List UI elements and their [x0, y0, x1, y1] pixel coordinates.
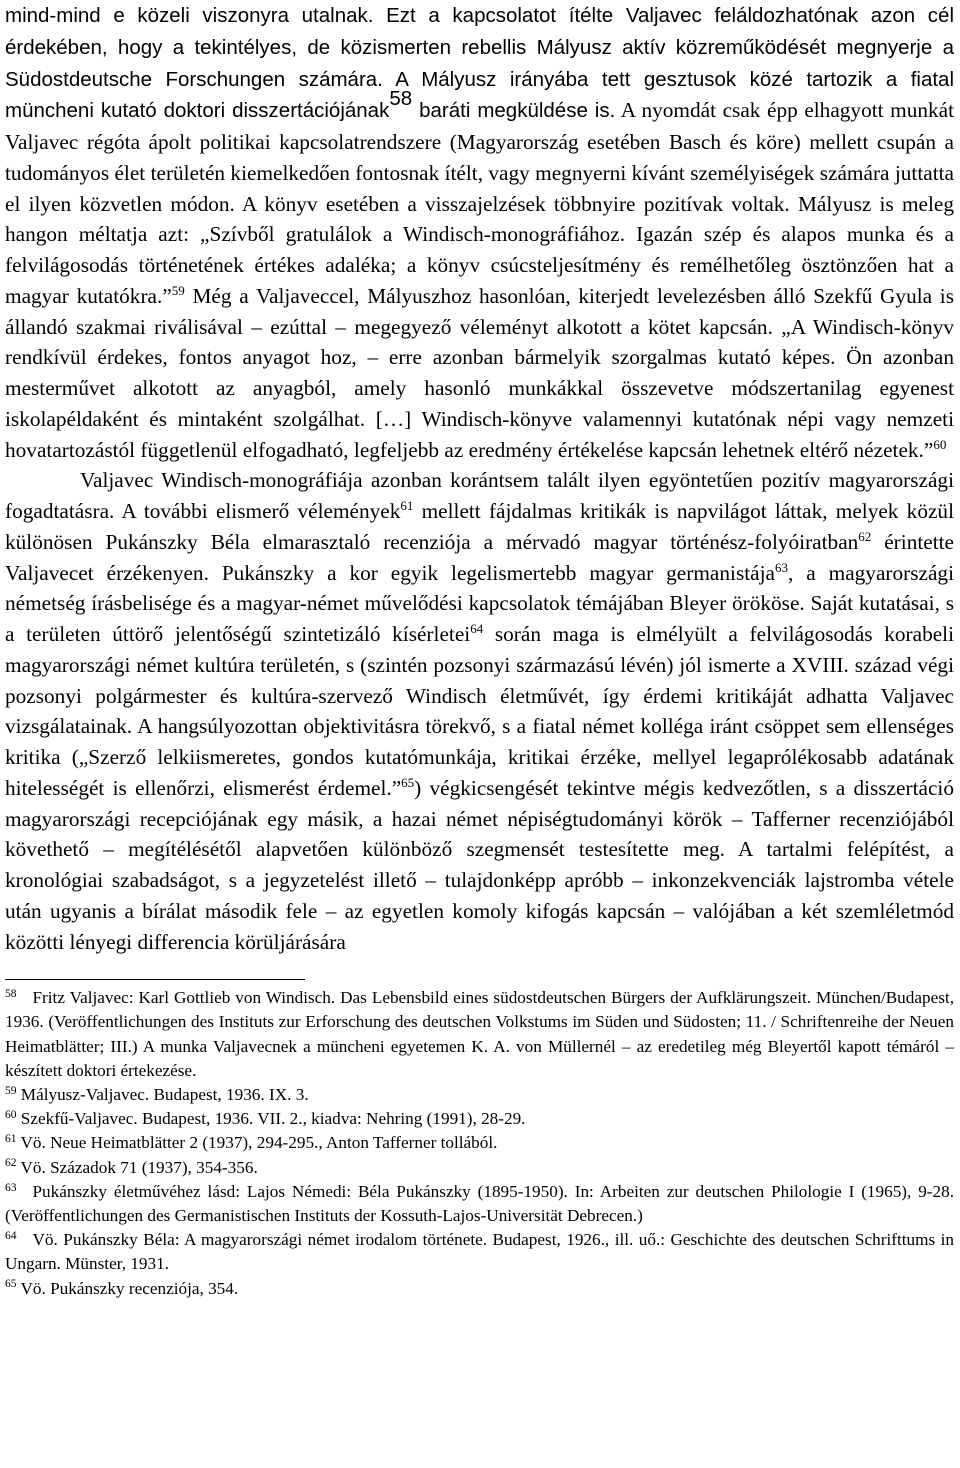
footnote-number: 63	[5, 1181, 17, 1194]
footnote-ref-61[interactable]: 61	[400, 498, 414, 514]
text-segment: A nyomdát csak épp elhagyott munkát Valjavec régóta ápolt politikai kapcsolatrendszere (Magyarország esetében Basch és köre) mellett csupán a tudományos élet területén kiemelkedően fontosnak ítélt, vagy megnyerni kívánt személyiségek számára juttatta el ilyen közvetlen módon. A könyv esetében a visszajelzések többnyire pozitívak voltak. Mályusz is meleg hangon méltatja azt: „Szívből gratulálok a Windisch-monográfiához. Igazán szép és alapos munka és a felvilágosodás történetének értékes adaléka; a könyv csúcsteljesítmény és remélhetőleg ösztönzően hat a magyar kutatókra.”	[5, 98, 955, 308]
text-segment: ) végkicsengését tekintve mégis kedvezőtlen, s a disszertáció magyarországi recepciójának egy másik, a hazai német népiségtudományi körök – Tafferner recenziójából követhető – megítélésétől alapvetően különböző szegmensét testesítette meg. A tartalmi felépítést, a kronológiai szabadságot, s a jegyzetelést illető – tulajdonképp apróbb – inkonzekvenciák lajstromba vétele után ugyanis a bírálat második fele – az egyetlen komoly kifogás kapcsán – valójában a két szemléletmód közötti lényegi differencia körüljárására	[5, 775, 954, 954]
main-text	[5, 0, 954, 957]
footnote-65	[5, 1277, 954, 1301]
footnote-text: Mályusz-Valjavec. Budapest, 1936. IX. 3.	[20, 1085, 309, 1105]
footnote-text: Vö. Pukánszky recenziója, 354.	[20, 1278, 239, 1298]
footnote-ref-63[interactable]: 63	[774, 559, 788, 575]
footnote-63	[5, 1180, 954, 1228]
footnote-number: 59	[5, 1084, 17, 1097]
text-segment: Ezt a kapcsolatot ítélte Valjavec feláldozhatónak azon cél érdekében, hogy a tekintélyes, de közismerten rebellis Mályusz aktív közreműködését megnyerje a Südostdeutsche Forschungen számára.	[5, 4, 954, 91]
footnote-number: 65	[5, 1278, 17, 1291]
footnote-text: Szekfű-Valjavec. Budapest, 1936. VII. 2., kiadva: Nehring (1991), 28-29.	[20, 1109, 526, 1129]
footnote-64	[5, 1228, 954, 1276]
footnote-text: Vö. Pukánszky Béla: A magyarországi német irodalom története. Budapest, 1926., ill. uő.: Geschichte des deutschen Schrifttums in Ungarn. Münster, 1931.	[5, 1230, 954, 1274]
footnote-text: Pukánszky életművéhez lásd: Lajos Némedi: Béla Pukánszky (1895-1950). In: Arbeiten zur deutschen Philologie I (1965), 9-28. (Veröffentlichungen des Germanistischen Instituts der Kossuth-Lajos-Universität Debrecen.)	[5, 1181, 954, 1226]
footnote-60	[5, 1107, 954, 1131]
footnote-number: 60	[5, 1108, 17, 1121]
footnote-text: Vö. Századok 71 (1937), 354-356.	[20, 1157, 258, 1177]
text-segment: , a magyarországi németség írásbelisége és a magyar-német művelődési kapcsolatok témájában Bleyer örököse. Saját kutatásai, s a területen úttörő jelentőségű szintetizáló kísérletei	[5, 560, 954, 646]
footnote-ref-65[interactable]: 65	[401, 774, 415, 790]
text-segment: baráti megküldése is.	[412, 99, 616, 123]
footnote-separator	[5, 979, 305, 980]
footnote-58	[5, 986, 954, 1083]
text-segment: során maga is elmélyült a felvilágosodás korabeli magyarországi német kultúra területén, s (szintén pozsonyi származású lévén) jól ismerte a XVIII. század végi pozsonyi polgármester és kultúra-szervező Windisch életművét, így érdemi kritikáját adhatta Valjavec vizsgálatainak. A hangsúlyozottan objektivitásra törekvő, s a fiatal német kolléga iránt csöppet sem ellenséges kritika („Szerző lelkiismeretes, gondos kutatómunkája, kritikai érzéke, mellyel legaprólékosabb adatának hitelességét is ellenőrzi, elismerést érdemel.”	[5, 622, 954, 800]
footnote-number: 62	[5, 1157, 17, 1170]
text-segment: mellett fájdalmas kritikák is napvilágot láttak, melyek közül különösen Pukánszky Béla elmarasztaló recenziója a mérvadó magyar történész-folyóiratban	[5, 499, 954, 554]
text-segment: mind-mind e közeli viszonyra utalnak.	[5, 4, 374, 27]
footnote-ref-64[interactable]: 64	[470, 621, 484, 637]
footnote-ref-60[interactable]: 60	[933, 436, 947, 452]
text-segment: Még a Valjaveccel, Mályuszhoz hasonlóan, kiterjedt levelezésben álló Szekfű Gyula is állandó szakmai riválisával – ezúttal – megegyező véleményt alkotott a kötet kapcsán. „A Windisch-könyv rendkívül érdekes, fontos anyagot hoz, – erre azonban bármelyik szorgalmas kutató képes. Ön azonban mesterművet alkotott az anyagból, amely hasonló munkákkal összevetve módszertanilag egyenest iskolapéldaként és mintaként szolgálhat. […] Windisch-könyve valamennyi kutatónak népi vagy nemzeti hovatartozástól függetlenül elfogadható, legfeljebb az eredmény értékelése kapcsán lehetnek eltérő nézetek.”	[5, 283, 955, 462]
footnote-ref-62[interactable]: 62	[858, 528, 872, 544]
paragraph-1	[5, 0, 954, 465]
text-segment: Valjavec Windisch-monográfiája azonban korántsem talált ilyen egyöntetűen pozitív magyarországi fogadtatásra. A további elismerő vélemények	[5, 468, 954, 523]
footnote-number: 58	[5, 987, 17, 1000]
paragraph-2	[5, 465, 954, 957]
footnote-ref-58[interactable]: 58	[389, 86, 413, 110]
footnote-ref-59[interactable]: 59	[171, 282, 185, 298]
footnote-62	[5, 1156, 954, 1180]
text-segment: A Mályusz irányába tett gesztusok közé tartozik a fiatal müncheni kutató doktori disszertációjának	[5, 67, 955, 123]
footnote-number: 61	[5, 1133, 17, 1146]
text-segment: érintette Valjavecet érzékenyen. Pukánszky a kor egyik legelismertebb magyar germanistája	[5, 529, 954, 585]
footnote-text: Fritz Valjavec: Karl Gottlieb von Windisch. Das Lebensbild eines südostdeutschen Bürgers der Aufklärungszeit. München/Budapest, 1936. (Veröffentlichungen des Instituts zur Erforschung des deutschen Volkstums im Süden und Südosten; 11. / Schriftenreihe der Neuen Heimatblätter; III.) A munka Valjavecnek a müncheni egyetemen K. A. von Müllernél – az eredetileg még Bleyertől kapott témáról – készített doktori értekezése.	[5, 988, 954, 1080]
footnote-text: Vö. Neue Heimatblätter 2 (1937), 294-295., Anton Tafferner tollából.	[20, 1133, 498, 1153]
footnote-number: 64	[5, 1229, 17, 1242]
footnote-59	[5, 1083, 954, 1107]
footnote-61	[5, 1131, 954, 1155]
footnotes	[5, 986, 954, 1301]
